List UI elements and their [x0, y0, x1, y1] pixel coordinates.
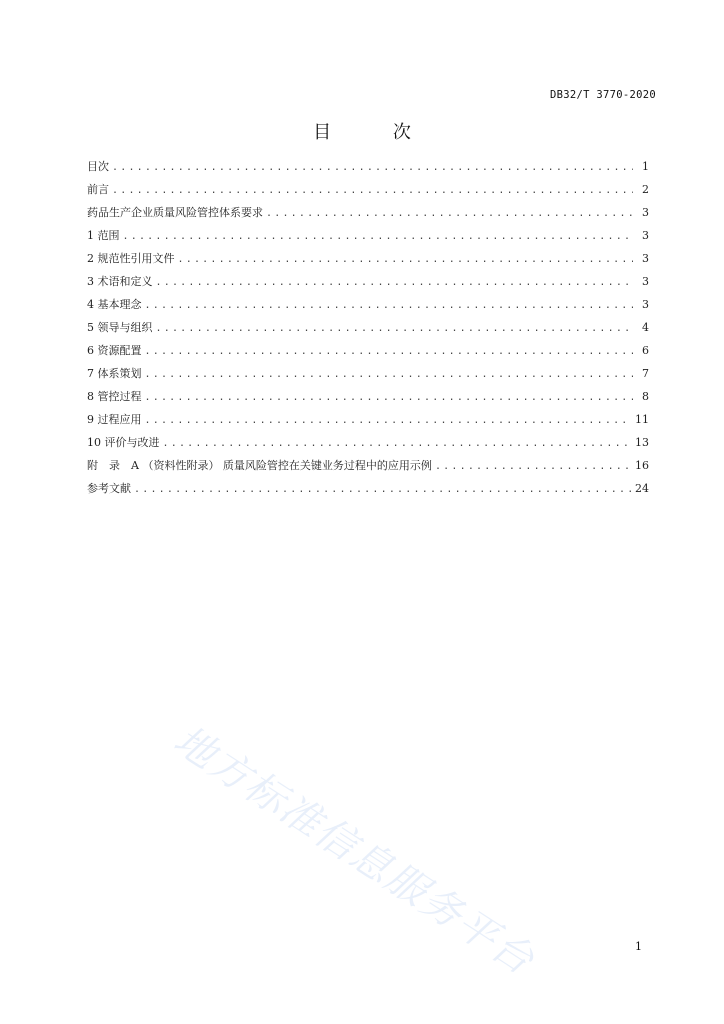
toc-leader-dots [145, 409, 632, 432]
toc-entry-label: 前言 [87, 183, 109, 196]
toc-leader-dots [134, 478, 631, 501]
toc-entry-page: 3 [642, 275, 649, 288]
toc-entry-label: 10 评价与改进 [87, 436, 160, 449]
toc-entry[interactable] [87, 247, 649, 270]
toc-leader-dots [145, 363, 634, 386]
toc-leader-dots [163, 432, 632, 455]
toc-entry-label: 5 领导与组织 [87, 321, 153, 334]
toc-entry[interactable] [87, 385, 649, 408]
toc-entry-label: 1 范围 [87, 229, 120, 242]
toc-entry[interactable] [87, 178, 649, 201]
toc-entry-label: 参考文献 [87, 482, 131, 495]
toc-leader-dots [112, 156, 633, 179]
toc-entry[interactable] [87, 454, 649, 477]
toc-entry-page: 3 [642, 206, 649, 219]
toc-entry-page: 6 [642, 344, 649, 357]
standard-code: DB32/T 3770-2020 [550, 89, 656, 101]
toc-entry-page: 13 [635, 436, 649, 449]
toc-leader-dots [178, 248, 634, 271]
toc-entry-page: 3 [642, 252, 649, 265]
toc-entry-label: 6 资源配置 [87, 344, 142, 357]
table-of-contents [87, 155, 649, 500]
toc-entry-page: 2 [642, 183, 649, 196]
toc-leader-dots [156, 317, 634, 340]
toc-entry[interactable] [87, 477, 649, 500]
toc-entry-label: 3 术语和定义 [87, 275, 153, 288]
toc-title: 目 次 [313, 122, 439, 143]
toc-entry[interactable] [87, 362, 649, 385]
toc-entry[interactable] [87, 270, 649, 293]
toc-entry-page: 24 [635, 482, 649, 495]
toc-leader-dots [145, 386, 634, 409]
toc-entry[interactable] [87, 431, 649, 454]
page-number: 1 [635, 940, 642, 953]
toc-leader-dots [145, 294, 634, 317]
toc-entry-page: 11 [635, 413, 649, 426]
toc-entry-page: 8 [642, 390, 649, 403]
toc-leader-dots [156, 271, 634, 294]
toc-leader-dots [123, 225, 634, 248]
toc-leader-dots [435, 455, 631, 478]
toc-entry[interactable] [87, 224, 649, 247]
toc-entry[interactable] [87, 155, 649, 178]
toc-leader-dots [266, 202, 633, 225]
toc-entry-label: 9 过程应用 [87, 413, 142, 426]
toc-entry-page: 3 [642, 298, 649, 311]
toc-leader-dots [145, 340, 634, 363]
toc-leader-dots [112, 179, 633, 202]
toc-entry-label: 2 规范性引用文件 [87, 252, 175, 265]
toc-entry-label: 7 体系策划 [87, 367, 142, 380]
toc-entry-page: 16 [635, 459, 649, 472]
toc-entry-page: 3 [642, 229, 649, 242]
toc-entry-label: 附 录 A （资料性附录） 质量风险管控在关键业务过程中的应用示例 [87, 459, 432, 472]
toc-entry-label: 8 管控过程 [87, 390, 142, 403]
toc-entry-page: 7 [642, 367, 649, 380]
toc-entry-page: 4 [642, 321, 649, 334]
toc-entry[interactable] [87, 201, 649, 224]
watermark: 地方标准信息服务平台 [165, 717, 543, 985]
toc-entry[interactable] [87, 339, 649, 362]
toc-entry-page: 1 [642, 160, 649, 173]
toc-entry-label: 目次 [87, 160, 109, 173]
toc-entry[interactable] [87, 293, 649, 316]
toc-entry-label: 4 基本理念 [87, 298, 142, 311]
toc-entry[interactable] [87, 408, 649, 431]
toc-entry[interactable] [87, 316, 649, 339]
toc-entry-label: 药品生产企业质量风险管控体系要求 [87, 206, 263, 219]
